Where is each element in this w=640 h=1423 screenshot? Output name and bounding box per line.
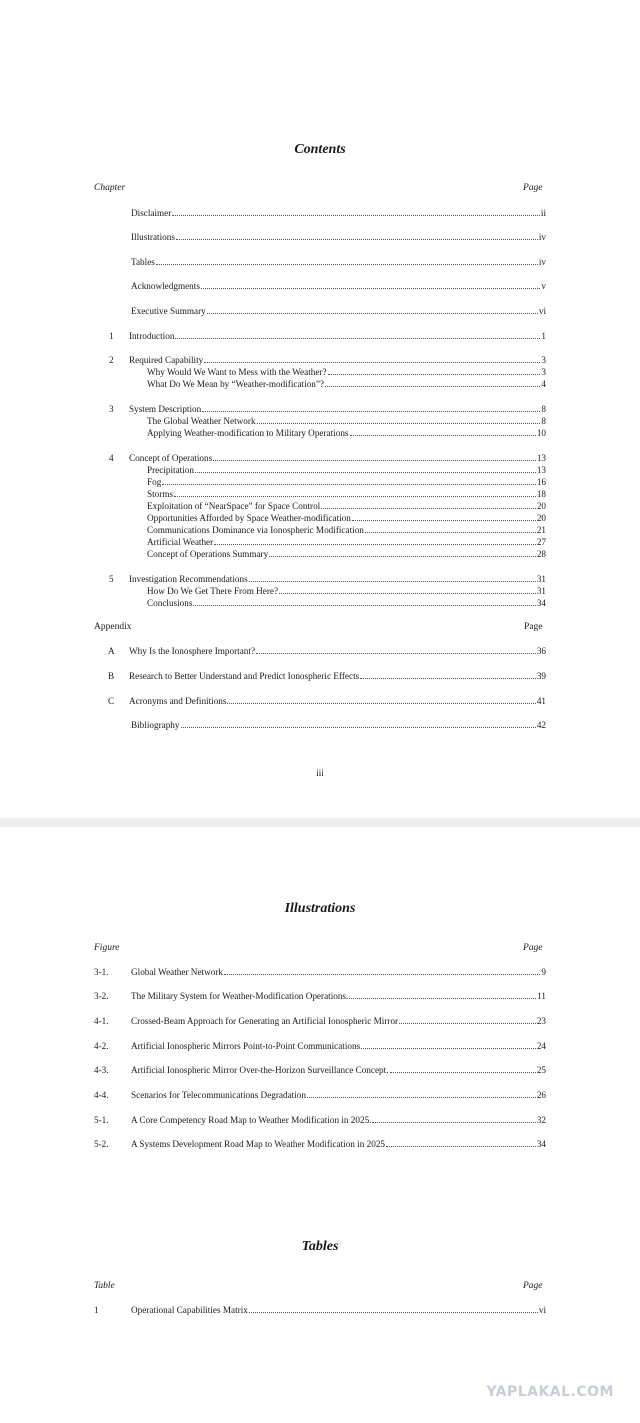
figure-entry[interactable]: Crossed-Beam Approach for Generating an Artificial Ionospheric Mirror 23: [131, 1016, 546, 1026]
toc-subentry[interactable]: Communications Dominance via Ionospheric Modification 21: [147, 525, 546, 535]
illustrations-title: Illustrations: [284, 901, 356, 916]
toc-entry[interactable]: Illustrations iv: [131, 232, 546, 242]
toc-chapter-entry[interactable]: System Description 8: [129, 404, 546, 414]
toc-subentry[interactable]: Artificial Weather 27: [147, 537, 546, 547]
tables-title: Tables: [301, 1239, 339, 1254]
toc-subentry[interactable]: Precipitation 13: [147, 465, 546, 475]
page-separator: [0, 818, 640, 827]
watermark-logo: YAPLAKAL.COM: [486, 1384, 614, 1400]
figure-entry[interactable]: Global Weather Network 9: [131, 967, 546, 977]
contents-title: Contents: [294, 142, 346, 157]
toc-subentry[interactable]: Conclusions 34: [147, 598, 546, 608]
appendix-letter: B: [108, 671, 115, 681]
figure-number: 4-3.: [94, 1065, 109, 1075]
appendix-letter: A: [108, 646, 115, 656]
toc-subentry[interactable]: How Do We Get There From Here? 31: [147, 586, 546, 596]
figure-number: 4-4.: [94, 1090, 109, 1100]
figure-column-heading: Figure: [94, 943, 120, 953]
toc-subentry[interactable]: What Do We Mean by “Weather-modification”? 4: [147, 379, 546, 389]
figure-entry[interactable]: A Systems Development Road Map to Weather Modification in 2025 34: [131, 1139, 546, 1149]
page-number: iii: [316, 768, 324, 778]
figure-number: 5-1.: [94, 1115, 109, 1125]
figure-entry[interactable]: A Core Competency Road Map to Weather Modification in 2025. 32: [131, 1115, 546, 1125]
chapter-number: 1: [109, 331, 114, 341]
toc-chapter-entry[interactable]: Concept of Operations 13: [129, 453, 546, 463]
figure-number: 5-2.: [94, 1139, 109, 1149]
toc-chapter-entry[interactable]: Investigation Recommendations 31: [129, 574, 546, 584]
toc-entry[interactable]: Tables iv: [131, 257, 546, 267]
table-number: 1: [94, 1305, 99, 1315]
toc-subentry[interactable]: Why Would We Want to Mess with the Weather? 3: [147, 367, 546, 377]
page-column-heading: Page: [523, 1281, 543, 1291]
toc-entry[interactable]: Acknowledgments v: [131, 281, 546, 291]
appendix-page-heading: Page: [524, 622, 543, 632]
chapter-number: 2: [109, 355, 114, 365]
toc-chapter-entry[interactable]: Introduction 1: [129, 331, 546, 341]
chapter-number: 5: [109, 574, 114, 584]
chapter-number: 3: [109, 404, 114, 414]
figure-number: 4-2.: [94, 1041, 109, 1051]
toc-subentry[interactable]: Fog 16: [147, 477, 546, 487]
toc-appendix-entry[interactable]: Why Is the Ionosphere Important? 36: [129, 646, 546, 656]
page-column-heading: Page: [523, 943, 543, 953]
figure-entry[interactable]: The Military System for Weather-Modification Operations. 11: [131, 991, 546, 1001]
toc-subentry[interactable]: Exploitation of “NearSpace” for Space Control 20: [147, 501, 546, 511]
figure-entry[interactable]: Scenarios for Telecommunications Degradation 26: [131, 1090, 546, 1100]
toc-subentry[interactable]: Concept of Operations Summary 28: [147, 549, 546, 559]
table-entry[interactable]: Operational Capabilities Matrix vi: [131, 1305, 546, 1315]
chapter-number: 4: [109, 453, 114, 463]
toc-subentry[interactable]: Opportunities Afforded by Space Weather-modification 20: [147, 513, 546, 523]
chapter-column-heading: Chapter: [94, 183, 126, 193]
figure-number: 3-2.: [94, 991, 109, 1001]
figure-entry[interactable]: Artificial Ionospheric Mirrors Point-to-Point Communications 24: [131, 1041, 546, 1051]
toc-subentry[interactable]: Storms 18: [147, 489, 546, 499]
toc-appendix-entry[interactable]: Research to Better Understand and Predict Ionospheric Effects 39: [129, 671, 546, 681]
toc-entry[interactable]: Disclaimer ii: [131, 208, 546, 218]
figure-entry[interactable]: Artificial Ionospheric Mirror Over-the-Horizon Surveillance Concept. 25: [131, 1065, 546, 1075]
appendix-heading: Appendix: [94, 622, 132, 632]
figure-number: 3-1.: [94, 967, 109, 977]
illustrations-tables-page: [0, 827, 640, 1423]
toc-entry[interactable]: Executive Summary vi: [131, 306, 546, 316]
page-column-heading: Page: [523, 183, 543, 193]
toc-chapter-entry[interactable]: Required Capability 3: [129, 355, 546, 365]
toc-bibliography-entry[interactable]: Bibliography 42: [131, 720, 546, 730]
table-column-heading: Table: [94, 1281, 115, 1291]
toc-subentry[interactable]: Applying Weather-modification to Military Operations 10: [147, 428, 546, 438]
appendix-letter: C: [108, 696, 115, 706]
toc-appendix-entry[interactable]: Acronyms and Definitions 41: [129, 696, 546, 706]
toc-subentry[interactable]: The Global Weather Network 8: [147, 416, 546, 426]
figure-number: 4-1.: [94, 1016, 109, 1026]
